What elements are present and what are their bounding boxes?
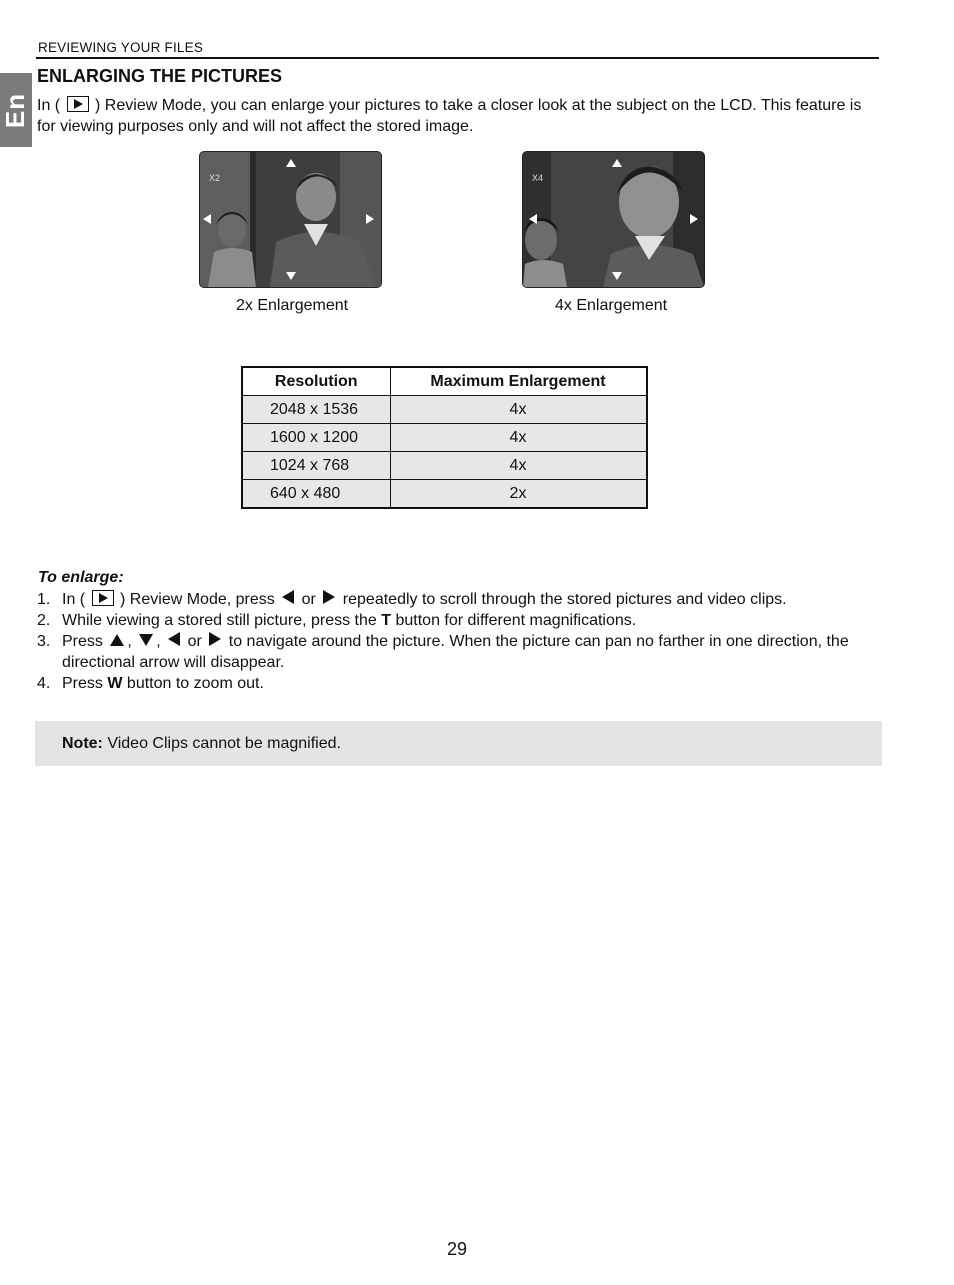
note-text: Video Clips cannot be magnified. xyxy=(107,735,341,752)
table-row xyxy=(242,480,647,509)
resolution-cell: 1024 x 768 xyxy=(242,452,390,480)
language-tab xyxy=(0,73,32,147)
caption-2x: 2x Enlargement xyxy=(236,297,349,314)
note-text-line xyxy=(62,735,341,753)
intro-paragraph xyxy=(37,95,867,137)
enlargement-cell: 4x xyxy=(390,396,647,424)
down-arrow-icon xyxy=(286,272,296,280)
zoom-level-label: X4 xyxy=(532,173,544,183)
play-icon xyxy=(67,96,89,112)
step-text: Press xyxy=(62,675,103,692)
up-arrow-icon xyxy=(110,634,124,646)
resolution-cell: 1600 x 1200 xyxy=(242,424,390,452)
up-arrow-icon xyxy=(612,159,622,167)
left-arrow-icon xyxy=(168,632,180,646)
step-number: 1. xyxy=(37,591,51,608)
list-item xyxy=(37,673,877,694)
step-number: 4. xyxy=(37,675,51,692)
intro-text-end: ) Review Mode, you can enlarge your pictures to take a closer look at the subject on the LCD. This feature is for viewing purposes only and will not affect the stored image. xyxy=(37,97,862,135)
table-row xyxy=(242,452,647,480)
resolution-cell: 2048 x 1536 xyxy=(242,396,390,424)
note-label: Note: xyxy=(62,735,103,752)
list-item xyxy=(37,631,877,673)
intro-text-start: In ( xyxy=(37,97,61,114)
language-tab-label: En xyxy=(0,92,31,128)
running-head: REVIEWING YOUR FILES xyxy=(38,40,204,55)
photo-4x-enlargement xyxy=(522,151,705,288)
step-text: to navigate around the picture. When the picture can pan no farther in one direction, the directional arrow will disappear. xyxy=(62,633,849,671)
to-enlarge-heading: To enlarge: xyxy=(38,569,124,586)
note-box xyxy=(35,721,882,766)
table-header-row xyxy=(242,367,647,396)
t-button-label: T xyxy=(381,612,392,629)
step-number: 2. xyxy=(37,612,51,629)
photo-4x-illustration xyxy=(523,152,704,287)
down-arrow-icon xyxy=(139,634,153,646)
right-arrow-icon xyxy=(209,632,221,646)
down-arrow-icon xyxy=(612,272,622,280)
step-text: ) Review Mode, press xyxy=(120,591,275,608)
right-arrow-icon xyxy=(323,590,335,604)
step-text: Press xyxy=(62,633,103,650)
right-arrow-icon xyxy=(690,214,698,224)
left-arrow-icon xyxy=(203,214,211,224)
left-arrow-icon xyxy=(529,214,537,224)
enlargement-cell: 2x xyxy=(390,480,647,509)
step-text: In ( xyxy=(62,591,86,608)
left-arrow-icon xyxy=(282,590,294,604)
steps-list xyxy=(37,589,877,694)
up-arrow-icon xyxy=(286,159,296,167)
step-text: repeatedly to scroll through the stored pictures and video clips. xyxy=(342,591,787,608)
header-rule xyxy=(36,57,879,59)
table-row xyxy=(242,424,647,452)
w-button-label: W xyxy=(107,675,123,692)
table-row xyxy=(242,396,647,424)
list-item xyxy=(37,610,877,631)
enlargement-cell: 4x xyxy=(390,424,647,452)
column-header-resolution: Resolution xyxy=(242,367,390,396)
zoom-level-label: X2 xyxy=(209,173,221,183)
right-arrow-icon xyxy=(366,214,374,224)
step-text: button to zoom out. xyxy=(126,675,264,692)
step-text: or xyxy=(187,633,202,650)
enlargement-table xyxy=(241,366,648,509)
section-title: ENLARGING THE PICTURES xyxy=(37,66,283,86)
column-header-max-enlargement: Maximum Enlargement xyxy=(390,367,647,396)
enlargement-cell: 4x xyxy=(390,452,647,480)
separator: , xyxy=(127,633,132,650)
list-item xyxy=(37,589,877,610)
photo-2x-illustration xyxy=(200,152,381,287)
step-text: button for different magnifications. xyxy=(395,612,637,629)
page-number: 29 xyxy=(446,1239,468,1259)
photo-2x-enlargement xyxy=(199,151,382,288)
separator: , xyxy=(156,633,161,650)
play-icon xyxy=(92,590,114,606)
resolution-cell: 640 x 480 xyxy=(242,480,390,509)
step-text: While viewing a stored still picture, press the xyxy=(62,612,377,629)
caption-4x: 4x Enlargement xyxy=(555,297,668,314)
step-number: 3. xyxy=(37,633,51,650)
step-text: or xyxy=(301,591,316,608)
